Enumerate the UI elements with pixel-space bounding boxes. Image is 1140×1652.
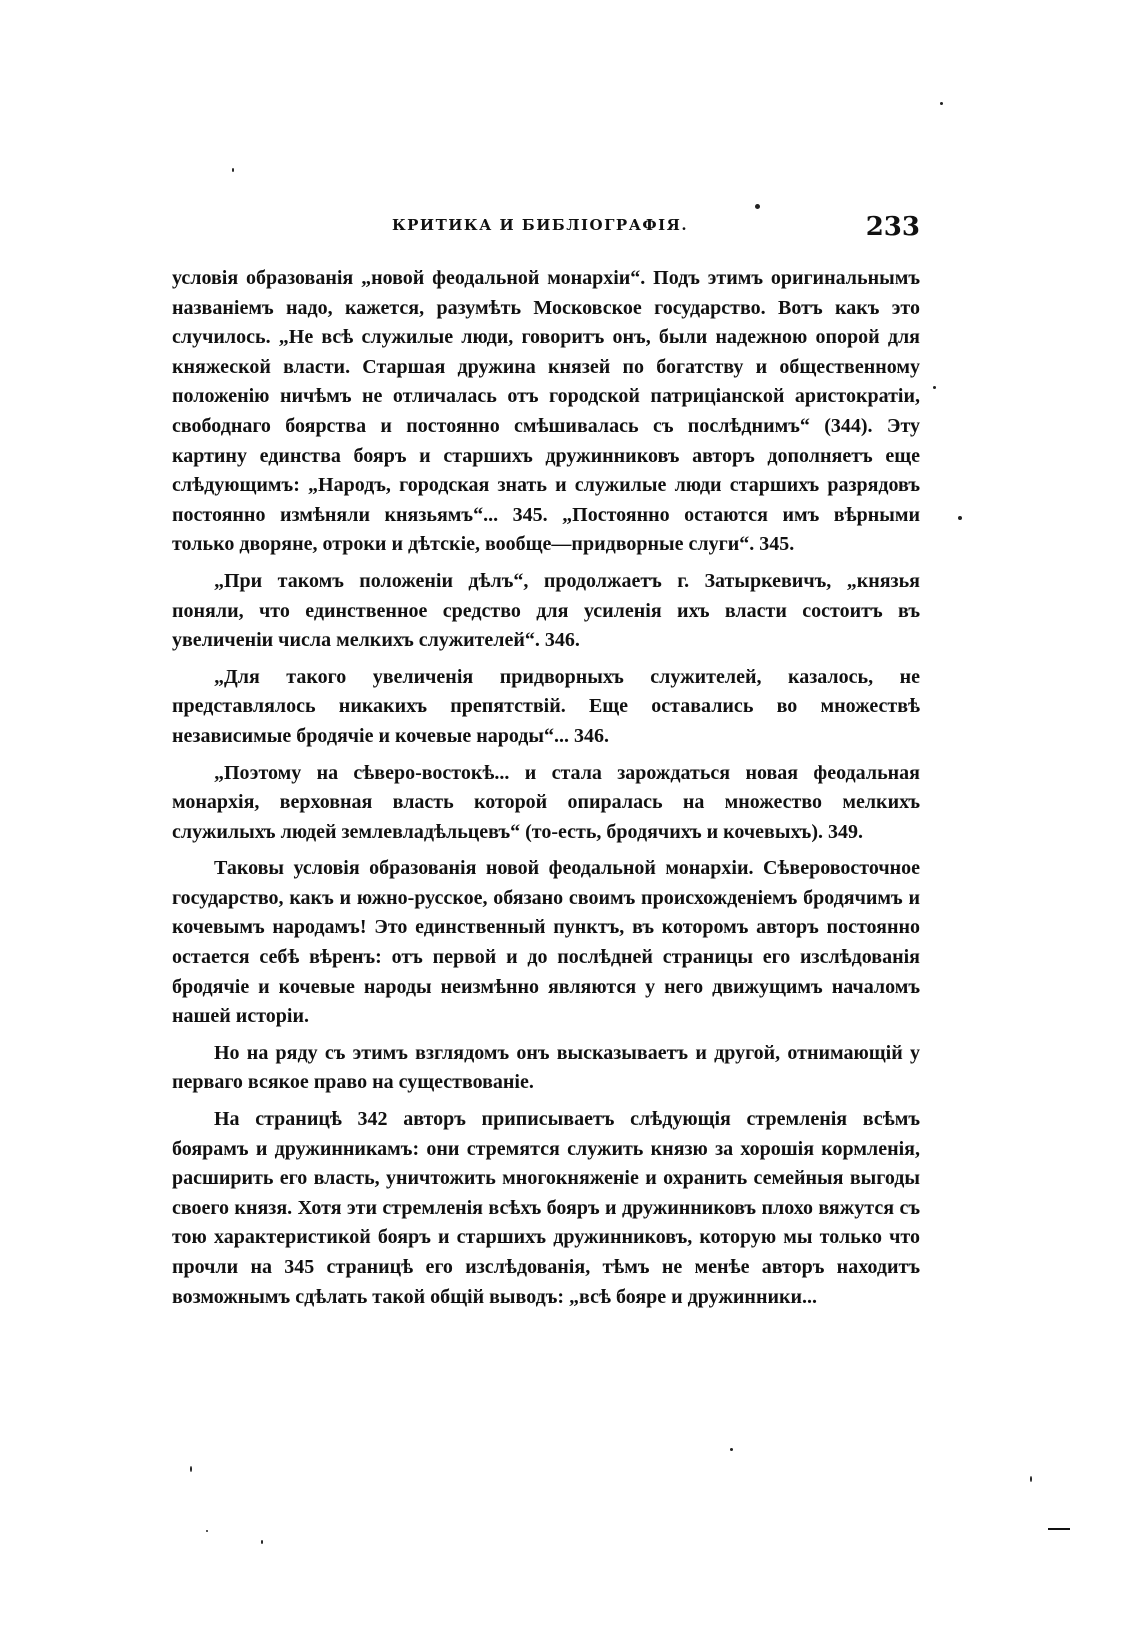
scan-mark xyxy=(1048,1528,1070,1530)
paragraph-4: „Поэтому на сѣверо-востокѣ... и стала зарождаться новая феодальная монархія, верховная власть которой опиралась на множество мелкихъ служилыхъ людей землевладѣльцевъ“ (то-есть, бродячихъ и кочевыхъ). 349. xyxy=(172,761,920,843)
scan-speck xyxy=(1030,1476,1032,1482)
scan-speck xyxy=(755,204,760,209)
scan-speck xyxy=(261,1540,263,1544)
paragraph-6: Но на ряду съ этимъ взглядомъ онъ высказываетъ и другой, отнимающій у перваго всякое право на существованіе. xyxy=(172,1041,920,1094)
scan-speck xyxy=(933,386,936,389)
book-page xyxy=(172,212,920,1319)
paragraph-1: условія образованія „новой феодальной монархіи“. Подъ этимъ оригинальнымъ названіемъ надо, кажется, разумѣть Московское государство. Вотъ какъ это случилось. „Не всѣ служилые люди, говоритъ онъ, были надежною опорой для княжеской власти. Старшая дружина князей по богатству и общественному положенію ничѣмъ не отличалась отъ городской патриціанской аристократіи, свободнаго боярства и постоянно смѣшивалась съ послѣднимъ“ (344). Эту картину единства бояръ и старшихъ дружинниковъ авторъ дополняетъ еще слѣдующимъ: „Народъ, городская знать и служилые люди старшихъ разрядовъ постоянно измѣняли князьямъ“... 345. „Постоянно остаются имъ вѣрными только дворяне, отроки и дѣтскіе, вообще—придворные слуги“. 345. xyxy=(172,267,920,556)
scan-speck xyxy=(232,168,234,172)
scan-speck xyxy=(206,1530,208,1532)
paragraph-3: „Для такого увеличенія придворныхъ служителей, казалось, не представлялось никакихъ препятствій. Еще оставались во множествѣ независимые бродячіе и кочевые народы“... 346. xyxy=(172,665,920,747)
scan-speck xyxy=(190,1466,192,1472)
scan-speck xyxy=(730,1448,733,1451)
page-number: 233 xyxy=(865,212,920,242)
running-title: КРИТИКА И БИБЛІОГРАФІЯ. xyxy=(392,216,689,234)
scan-speck xyxy=(940,102,943,105)
paragraph-7: На страницѣ 342 авторъ приписываетъ слѣдующія стремленія всѣмъ боярамъ и дружинникамъ: они стремятся служить князю за хорошія кормленія, расширить его власть, уничтожить многокняженіе и охранить семейныя выгоды своего князя. Хотя эти стремленія всѣхъ бояръ и дружинниковъ плохо вяжутся съ тою характеристикой бояръ и старшихъ дружинниковъ, которую мы только что прочли на 345 страницѣ его изслѣдованія, тѣмъ не менѣе авторъ находитъ возможнымъ сдѣлать такой общій выводъ: „всѣ бояре и дружинники... xyxy=(172,1108,920,1308)
body-text xyxy=(172,264,920,1312)
scan-speck xyxy=(958,516,962,520)
paragraph-5: Таковы условія образованія новой феодальной монархіи. Сѣверовосточное государство, какъ и южно-русское, обязано своимъ происхожденіемъ бродячимъ и кочевымъ народамъ! Это единственный пунктъ, въ которомъ авторъ постоянно остается себѣ вѣренъ: отъ первой и до послѣдней страницы его изслѣдованія бродячіе и кочевые народы неизмѣнно являются у него движущимъ началомъ нашей исторіи. xyxy=(172,857,920,1028)
paragraph-2: „При такомъ положеніи дѣлъ“, продолжаетъ г. Затыркевичъ, „князья поняли, что единственное средство для усиленія ихъ власти состоитъ въ увеличеніи числа мелкихъ служителей“. 346. xyxy=(172,569,920,652)
running-head xyxy=(172,212,920,252)
